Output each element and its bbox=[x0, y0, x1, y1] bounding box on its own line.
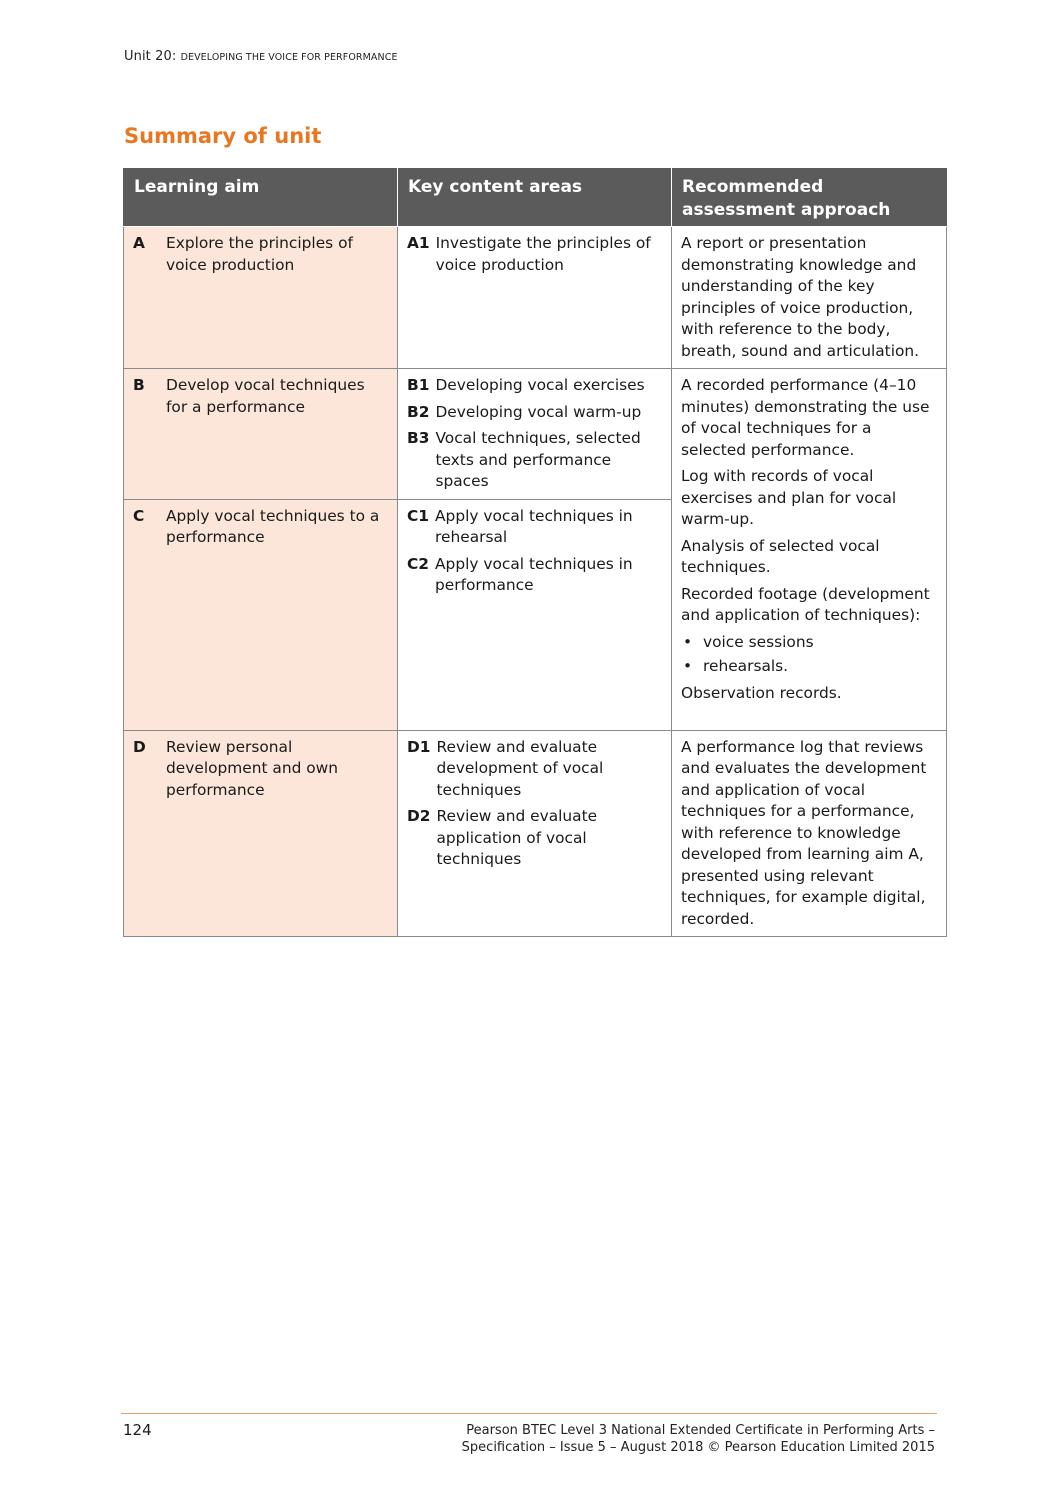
assessment-bullet-list bbox=[681, 632, 937, 678]
assessment-cell bbox=[672, 730, 947, 937]
assessment-text: Observation records. bbox=[681, 683, 842, 702]
assessment-text: Recorded footage (development and application of techniques): bbox=[681, 584, 930, 624]
content-code: D1 bbox=[407, 737, 431, 756]
content-code: B3 bbox=[407, 429, 430, 447]
content-code: C2 bbox=[407, 554, 430, 573]
content-item bbox=[407, 554, 662, 597]
content-item bbox=[407, 737, 662, 802]
aim-text: Develop vocal techniques for a performance bbox=[166, 376, 365, 416]
aim-letter: C bbox=[133, 506, 145, 525]
content-code: B2 bbox=[407, 402, 430, 421]
content-text: Apply vocal techniques in rehearsal bbox=[435, 506, 633, 546]
content-item bbox=[407, 428, 662, 493]
content-text: Apply vocal techniques in performance bbox=[435, 554, 633, 594]
running-head-title: DEVELOPING THE VOICE FOR PERFORMANCE bbox=[180, 52, 398, 63]
content-code: C1 bbox=[407, 506, 430, 525]
assessment-text: A report or presentation demonstrating knowledge and understanding of the key principles of voice production, with reference to the body, breath, sound and articulation. bbox=[681, 234, 920, 360]
footer-text bbox=[462, 1422, 935, 1456]
running-head bbox=[124, 49, 398, 64]
content-text: Developing vocal exercises bbox=[435, 376, 645, 394]
content-code: A1 bbox=[407, 234, 430, 252]
running-head-unit: Unit 20: bbox=[124, 49, 177, 64]
content-text: Investigate the principles of voice production bbox=[435, 234, 651, 274]
aim-text: Review personal development and own performance bbox=[166, 737, 339, 799]
content-text: Review and evaluate application of vocal techniques bbox=[436, 807, 598, 868]
content-item bbox=[407, 233, 662, 276]
table-row bbox=[124, 227, 947, 369]
summary-table bbox=[123, 168, 947, 937]
footer-line: Specification – Issue 5 – August 2018 © Pearson Education Limited 2015 bbox=[461, 1440, 935, 1455]
list-item: • rehearsals. bbox=[681, 656, 937, 678]
section-title: Summary of unit bbox=[124, 124, 322, 148]
aim-cell bbox=[124, 227, 398, 369]
footer-line: Pearson BTEC Level 3 National Extended Certificate in Performing Arts – bbox=[466, 1423, 935, 1438]
aim-letter: D bbox=[133, 737, 146, 756]
table-header-row bbox=[124, 168, 947, 227]
assessment-cell bbox=[672, 369, 947, 731]
page-number: 124 bbox=[123, 1421, 152, 1439]
content-cell bbox=[398, 499, 672, 730]
content-item bbox=[407, 806, 662, 871]
assessment-text: A recorded performance (4–10 minutes) demonstrating the use of vocal techniques for a selected performance. bbox=[681, 376, 930, 459]
header-assessment: Recommended assessment approach bbox=[672, 168, 947, 227]
footer-divider bbox=[121, 1413, 937, 1414]
aim-cell bbox=[124, 730, 398, 937]
content-text: Vocal techniques, selected texts and performance spaces bbox=[435, 429, 641, 490]
aim-cell bbox=[124, 369, 398, 500]
content-code: D2 bbox=[407, 807, 431, 825]
content-cell bbox=[398, 227, 672, 369]
aim-text: Explore the principles of voice production bbox=[166, 234, 353, 274]
content-text: Review and evaluate development of vocal techniques bbox=[436, 737, 604, 799]
aim-letter: A bbox=[133, 234, 145, 252]
assessment-text: Analysis of selected vocal techniques. bbox=[681, 536, 880, 576]
list-item: • voice sessions bbox=[681, 632, 937, 654]
content-item bbox=[407, 506, 662, 549]
content-cell bbox=[398, 730, 672, 937]
content-cell bbox=[398, 369, 672, 500]
aim-letter: B bbox=[133, 376, 145, 394]
content-code: B1 bbox=[407, 376, 430, 394]
assessment-text: Log with records of vocal exercises and plan for vocal warm-up. bbox=[681, 467, 897, 528]
header-learning-aim: Learning aim bbox=[124, 168, 398, 227]
header-key-content: Key content areas bbox=[398, 168, 672, 227]
assessment-text: A performance log that reviews and evaluates the development and application of vocal techniques for a performance, with reference to knowledge developed from learning aim A, presented using relevant techniques, for example digital, recorded. bbox=[681, 737, 927, 928]
content-item bbox=[407, 402, 662, 424]
table-row bbox=[124, 369, 947, 500]
table-row bbox=[124, 730, 947, 937]
aim-cell bbox=[124, 499, 398, 730]
content-item bbox=[407, 375, 662, 397]
assessment-cell bbox=[672, 227, 947, 369]
aim-text: Apply vocal techniques to a performance bbox=[166, 506, 380, 546]
content-text: Developing vocal warm-up bbox=[435, 402, 642, 421]
